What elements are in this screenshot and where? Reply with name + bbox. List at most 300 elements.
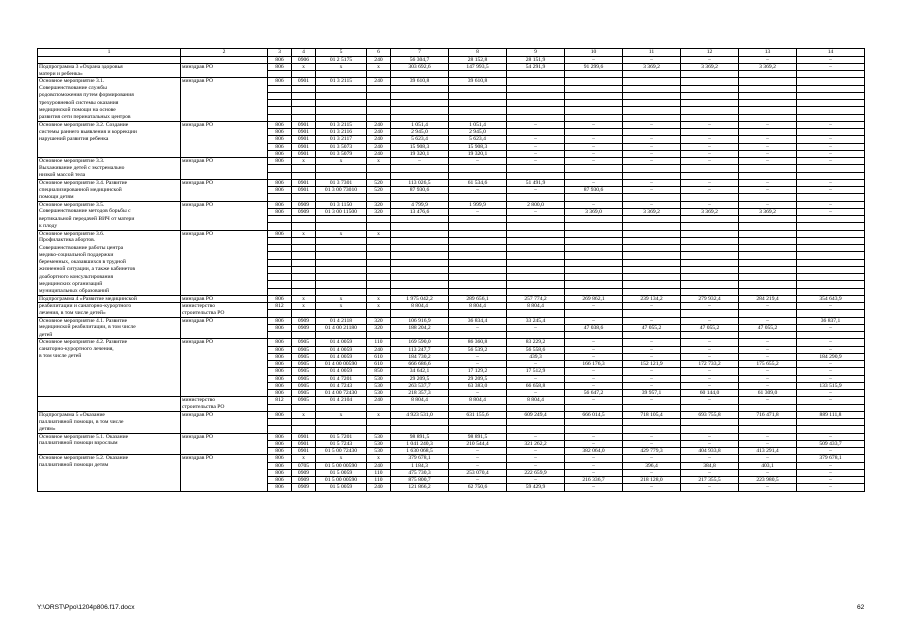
value-cell: 806: [268, 150, 292, 157]
value-cell: [507, 107, 565, 114]
value-cell: [316, 266, 367, 273]
value-cell: –: [565, 469, 623, 476]
value-cell: [681, 252, 739, 259]
value-cell: [797, 129, 865, 136]
value-cell: [797, 245, 865, 252]
name-cell: детей: [38, 332, 181, 339]
name-cell: Профилактика абортов.: [38, 237, 181, 244]
value-cell: 3 369,2: [739, 208, 797, 215]
value-cell: 01 5 0059: [316, 469, 367, 476]
table-row: [38, 455, 865, 462]
table-row: [38, 92, 865, 99]
value-cell: [507, 230, 565, 237]
value-cell: х: [316, 303, 367, 310]
value-cell: 289 656,1: [449, 295, 507, 302]
executor-cell: минздрав РО: [181, 295, 268, 302]
value-cell: 8 804,4: [391, 303, 449, 310]
value-cell: –: [681, 375, 739, 382]
value-cell: [391, 92, 449, 99]
value-cell: 0905: [292, 346, 316, 353]
table-row: [38, 252, 865, 259]
value-cell: [316, 288, 367, 295]
value-cell: –: [797, 187, 865, 194]
value-cell: 01 5 00 00590: [316, 477, 367, 484]
value-cell: 279 932,4: [681, 295, 739, 302]
value-cell: –: [739, 339, 797, 346]
table-row: [38, 136, 865, 143]
name-cell: Совершенствование службы: [38, 85, 181, 92]
value-cell: [367, 223, 391, 230]
value-cell: [268, 85, 292, 92]
value-cell: [292, 114, 316, 121]
value-cell: [681, 230, 739, 237]
value-cell: –: [797, 462, 865, 469]
value-cell: 01 3 5073: [316, 143, 367, 150]
value-cell: 806: [268, 455, 292, 462]
value-cell: 87 930,6: [391, 187, 449, 194]
value-cell: 01 5 00 00590: [316, 462, 367, 469]
value-cell: –: [565, 158, 623, 165]
value-cell: [681, 245, 739, 252]
value-cell: [391, 245, 449, 252]
value-cell: [367, 71, 391, 78]
value-cell: 631 155,6: [449, 411, 507, 418]
value-cell: –: [623, 187, 681, 194]
value-cell: [292, 194, 316, 201]
value-cell: 1 975 042,2: [391, 295, 449, 302]
name-cell: трехуровневой системы оказания: [38, 100, 181, 107]
value-cell: –: [739, 375, 797, 382]
value-cell: 321 262,2: [507, 440, 565, 447]
value-cell: –: [739, 179, 797, 186]
name-cell: медико-социальной поддержки: [38, 252, 181, 259]
value-cell: [268, 252, 292, 259]
value-cell: [507, 216, 565, 223]
table-row: [38, 281, 865, 288]
value-cell: 86 360,8: [449, 339, 507, 346]
name-cell: жизненной ситуации, а также кабинетов: [38, 266, 181, 273]
value-cell: 413 291,4: [739, 448, 797, 455]
table-row: [38, 165, 865, 172]
value-cell: [316, 223, 367, 230]
executor-cell: минздрав РО: [181, 317, 268, 324]
value-cell: [623, 223, 681, 230]
value-cell: [565, 259, 623, 266]
value-cell: –: [797, 303, 865, 310]
value-cell: [316, 172, 367, 179]
table-row: [38, 353, 865, 360]
value-cell: [391, 281, 449, 288]
value-cell: [316, 245, 367, 252]
value-cell: 19 320,1: [449, 150, 507, 157]
value-cell: 4 923 531,0: [391, 411, 449, 418]
table-row: [38, 390, 865, 397]
value-cell: [268, 332, 292, 339]
value-cell: [292, 216, 316, 223]
header-cell: 9: [507, 49, 565, 57]
value-cell: 17 129,2: [449, 368, 507, 375]
value-cell: 806: [268, 78, 292, 85]
value-cell: 693 755,8: [681, 411, 739, 418]
header-cell: 8: [449, 49, 507, 57]
table-row: [38, 172, 865, 179]
name-cell: к плоду: [38, 223, 181, 230]
value-cell: [681, 107, 739, 114]
executor-cell: [181, 353, 268, 360]
value-cell: [391, 288, 449, 295]
value-cell: [292, 71, 316, 78]
value-cell: [681, 259, 739, 266]
value-cell: –: [623, 346, 681, 353]
value-cell: [367, 216, 391, 223]
value-cell: –: [681, 346, 739, 353]
table-row: [38, 404, 865, 411]
table-row: [38, 303, 865, 310]
value-cell: 0901: [292, 129, 316, 136]
value-cell: [268, 259, 292, 266]
value-cell: 184 730,2: [391, 353, 449, 360]
name-cell: [38, 397, 181, 404]
value-cell: 61 534,6: [449, 179, 507, 186]
name-cell: лечения, в том числе детей»: [38, 310, 181, 317]
value-cell: [268, 71, 292, 78]
value-cell: [391, 419, 449, 426]
value-cell: [367, 259, 391, 266]
name-cell: вертикальной передачей ВИЧ от матери: [38, 216, 181, 223]
value-cell: [797, 426, 865, 433]
value-cell: 3 369,2: [623, 208, 681, 215]
value-cell: 0901: [292, 433, 316, 440]
value-cell: [507, 114, 565, 121]
value-cell: [739, 274, 797, 281]
value-cell: 806: [268, 317, 292, 324]
value-cell: [449, 237, 507, 244]
value-cell: 0905: [292, 339, 316, 346]
value-cell: 01 3 7301: [316, 179, 367, 186]
name-cell: помощи детям: [38, 194, 181, 201]
header-cell: 4: [292, 49, 316, 57]
value-cell: 110: [367, 477, 391, 484]
value-cell: [316, 310, 367, 317]
value-cell: –: [681, 484, 739, 491]
name-cell: санаторно-курортного лечения,: [38, 346, 181, 353]
value-cell: [449, 85, 507, 92]
value-cell: [449, 266, 507, 273]
value-cell: –: [797, 448, 865, 455]
value-cell: 1 630 068,5: [391, 448, 449, 455]
value-cell: [797, 259, 865, 266]
value-cell: [391, 252, 449, 259]
value-cell: [391, 107, 449, 114]
value-cell: –: [797, 361, 865, 368]
value-cell: [449, 172, 507, 179]
value-cell: –: [565, 179, 623, 186]
table-row: [38, 288, 865, 295]
value-cell: –: [449, 208, 507, 215]
value-cell: [292, 252, 316, 259]
value-cell: [739, 426, 797, 433]
executor-cell: [181, 368, 268, 375]
executor-cell: [181, 165, 268, 172]
name-cell: муниципальных образований: [38, 288, 181, 295]
value-cell: 520: [367, 179, 391, 186]
value-cell: –: [739, 317, 797, 324]
executor-cell: минздрав РО: [181, 455, 268, 462]
executor-cell: [181, 469, 268, 476]
value-cell: –: [565, 150, 623, 157]
value-cell: [565, 114, 623, 121]
value-cell: –: [739, 455, 797, 462]
value-cell: 382 064,0: [565, 448, 623, 455]
table-row: [38, 129, 865, 136]
value-cell: 184 290,9: [797, 353, 865, 360]
value-cell: [507, 129, 565, 136]
value-cell: [367, 114, 391, 121]
value-cell: –: [565, 375, 623, 382]
value-cell: 3 369,2: [681, 208, 739, 215]
value-cell: [367, 404, 391, 411]
name-cell: Подпрограмма 5 «Оказание: [38, 411, 181, 418]
value-cell: 0909: [292, 469, 316, 476]
value-cell: [449, 419, 507, 426]
value-cell: [565, 288, 623, 295]
table-row: [38, 56, 865, 63]
name-cell: Основное мероприятие 4.1. Развитие: [38, 317, 181, 324]
value-cell: 284 219,4: [739, 295, 797, 302]
value-cell: –: [797, 201, 865, 208]
table-row: [38, 426, 865, 433]
value-cell: [565, 274, 623, 281]
value-cell: 17 512,9: [507, 368, 565, 375]
value-cell: [739, 332, 797, 339]
name-cell: паллиативной помощи, в том числе: [38, 419, 181, 426]
value-cell: 36 834,4: [449, 317, 507, 324]
value-cell: 61 309,0: [739, 390, 797, 397]
value-cell: 47 038,6: [565, 324, 623, 331]
value-cell: [623, 259, 681, 266]
value-cell: [292, 259, 316, 266]
value-cell: –: [623, 317, 681, 324]
value-cell: [681, 266, 739, 273]
value-cell: 666 014,5: [565, 411, 623, 418]
table-row: [38, 382, 865, 389]
value-cell: [565, 85, 623, 92]
value-cell: [681, 92, 739, 99]
executor-cell: [181, 194, 268, 201]
value-cell: 47 055,2: [739, 324, 797, 331]
value-cell: 253 070,4: [449, 469, 507, 476]
value-cell: [268, 404, 292, 411]
value-cell: х: [367, 411, 391, 418]
value-cell: [292, 404, 316, 411]
value-cell: –: [797, 484, 865, 491]
value-cell: [681, 223, 739, 230]
value-cell: [391, 332, 449, 339]
value-cell: 29 209,5: [449, 375, 507, 382]
value-cell: 0901: [292, 179, 316, 186]
value-cell: 320: [367, 317, 391, 324]
value-cell: –: [681, 317, 739, 324]
value-cell: 8 804,4: [507, 303, 565, 310]
value-cell: –: [739, 121, 797, 128]
value-cell: [797, 114, 865, 121]
executor-cell: [181, 324, 268, 331]
value-cell: [507, 85, 565, 92]
value-cell: [565, 165, 623, 172]
value-cell: –: [797, 63, 865, 70]
value-cell: 66 658,8: [507, 382, 565, 389]
executor-cell: [181, 390, 268, 397]
value-cell: [268, 426, 292, 433]
value-cell: [292, 107, 316, 114]
header-cell: 11: [623, 49, 681, 57]
value-cell: 812: [268, 397, 292, 404]
value-cell: х: [292, 455, 316, 462]
value-cell: 36 837,1: [797, 317, 865, 324]
value-cell: [268, 216, 292, 223]
value-cell: [565, 194, 623, 201]
value-cell: 0901: [292, 448, 316, 455]
table-row: [38, 85, 865, 92]
value-cell: –: [623, 440, 681, 447]
value-cell: 806: [268, 230, 292, 237]
value-cell: –: [681, 440, 739, 447]
value-cell: [316, 71, 367, 78]
value-cell: [449, 404, 507, 411]
value-cell: [391, 216, 449, 223]
value-cell: [681, 194, 739, 201]
value-cell: –: [565, 397, 623, 404]
value-cell: –: [449, 448, 507, 455]
executor-cell: [181, 484, 268, 491]
value-cell: [507, 245, 565, 252]
table-row: [38, 448, 865, 455]
page-number: 62: [857, 604, 865, 611]
value-cell: –: [681, 455, 739, 462]
value-cell: 0905: [292, 375, 316, 382]
value-cell: [623, 419, 681, 426]
value-cell: [391, 310, 449, 317]
table-row: [38, 223, 865, 230]
value-cell: 1 184,3: [391, 462, 449, 469]
value-cell: –: [797, 477, 865, 484]
value-cell: 3 369,2: [623, 63, 681, 70]
value-cell: [292, 426, 316, 433]
value-cell: [739, 100, 797, 107]
value-cell: 5 623,4: [391, 136, 449, 143]
executor-cell: [181, 114, 268, 121]
value-cell: –: [797, 121, 865, 128]
value-cell: [391, 194, 449, 201]
value-cell: 8 804,4: [449, 397, 507, 404]
value-cell: [367, 310, 391, 317]
value-cell: –: [681, 382, 739, 389]
name-cell: матери и ребенка»: [38, 71, 181, 78]
value-cell: 01 4 7201: [316, 375, 367, 382]
value-cell: –: [623, 303, 681, 310]
value-cell: [565, 252, 623, 259]
value-cell: 240: [367, 143, 391, 150]
value-cell: 0901: [292, 440, 316, 447]
value-cell: [268, 245, 292, 252]
table-row: [38, 361, 865, 368]
value-cell: [507, 165, 565, 172]
value-cell: [292, 288, 316, 295]
name-cell: [38, 361, 181, 368]
value-cell: –: [449, 324, 507, 331]
value-cell: 530: [367, 375, 391, 382]
value-cell: [681, 281, 739, 288]
value-cell: [449, 194, 507, 201]
value-cell: 806: [268, 158, 292, 165]
value-cell: –: [565, 462, 623, 469]
file-path: Y:\ORST\Ppo\1204p806.f17.docx: [37, 604, 135, 611]
value-cell: 429 779,3: [623, 448, 681, 455]
value-cell: [507, 332, 565, 339]
value-cell: –: [681, 353, 739, 360]
value-cell: 01 3 2117: [316, 136, 367, 143]
value-cell: [797, 404, 865, 411]
value-cell: 404 933,8: [681, 448, 739, 455]
value-cell: [316, 274, 367, 281]
value-cell: –: [565, 56, 623, 63]
value-cell: 59 429,9: [507, 484, 565, 491]
value-cell: 439,3: [507, 353, 565, 360]
executor-cell: [181, 223, 268, 230]
value-cell: [292, 223, 316, 230]
value-cell: 530: [367, 433, 391, 440]
value-cell: –: [739, 484, 797, 491]
value-cell: [565, 404, 623, 411]
value-cell: [292, 85, 316, 92]
executor-cell: [181, 216, 268, 223]
executor-cell: минздрав РО: [181, 201, 268, 208]
value-cell: х: [292, 158, 316, 165]
value-cell: –: [681, 397, 739, 404]
value-cell: 01 3 00 73010: [316, 187, 367, 194]
value-cell: –: [681, 303, 739, 310]
value-cell: [565, 245, 623, 252]
value-cell: [797, 172, 865, 179]
value-cell: [739, 107, 797, 114]
value-cell: [316, 332, 367, 339]
value-cell: 121 866,2: [391, 484, 449, 491]
executor-cell: [181, 375, 268, 382]
value-cell: –: [739, 158, 797, 165]
table-row: [38, 237, 865, 244]
name-cell: [38, 150, 181, 157]
executor-cell: [181, 462, 268, 469]
value-cell: [739, 85, 797, 92]
value-cell: [797, 71, 865, 78]
value-cell: –: [391, 158, 449, 165]
value-cell: [739, 266, 797, 273]
value-cell: 188 204,2: [391, 324, 449, 331]
value-cell: –: [681, 56, 739, 63]
value-cell: [565, 426, 623, 433]
value-cell: 175 655,2: [739, 361, 797, 368]
value-cell: [623, 114, 681, 121]
value-cell: 87 930,6: [565, 187, 623, 194]
executor-cell: [181, 252, 268, 259]
value-cell: 0905: [292, 390, 316, 397]
value-cell: [797, 281, 865, 288]
value-cell: 83 229,2: [507, 339, 565, 346]
value-cell: [565, 332, 623, 339]
value-cell: [268, 223, 292, 230]
value-cell: [449, 252, 507, 259]
value-cell: [391, 404, 449, 411]
